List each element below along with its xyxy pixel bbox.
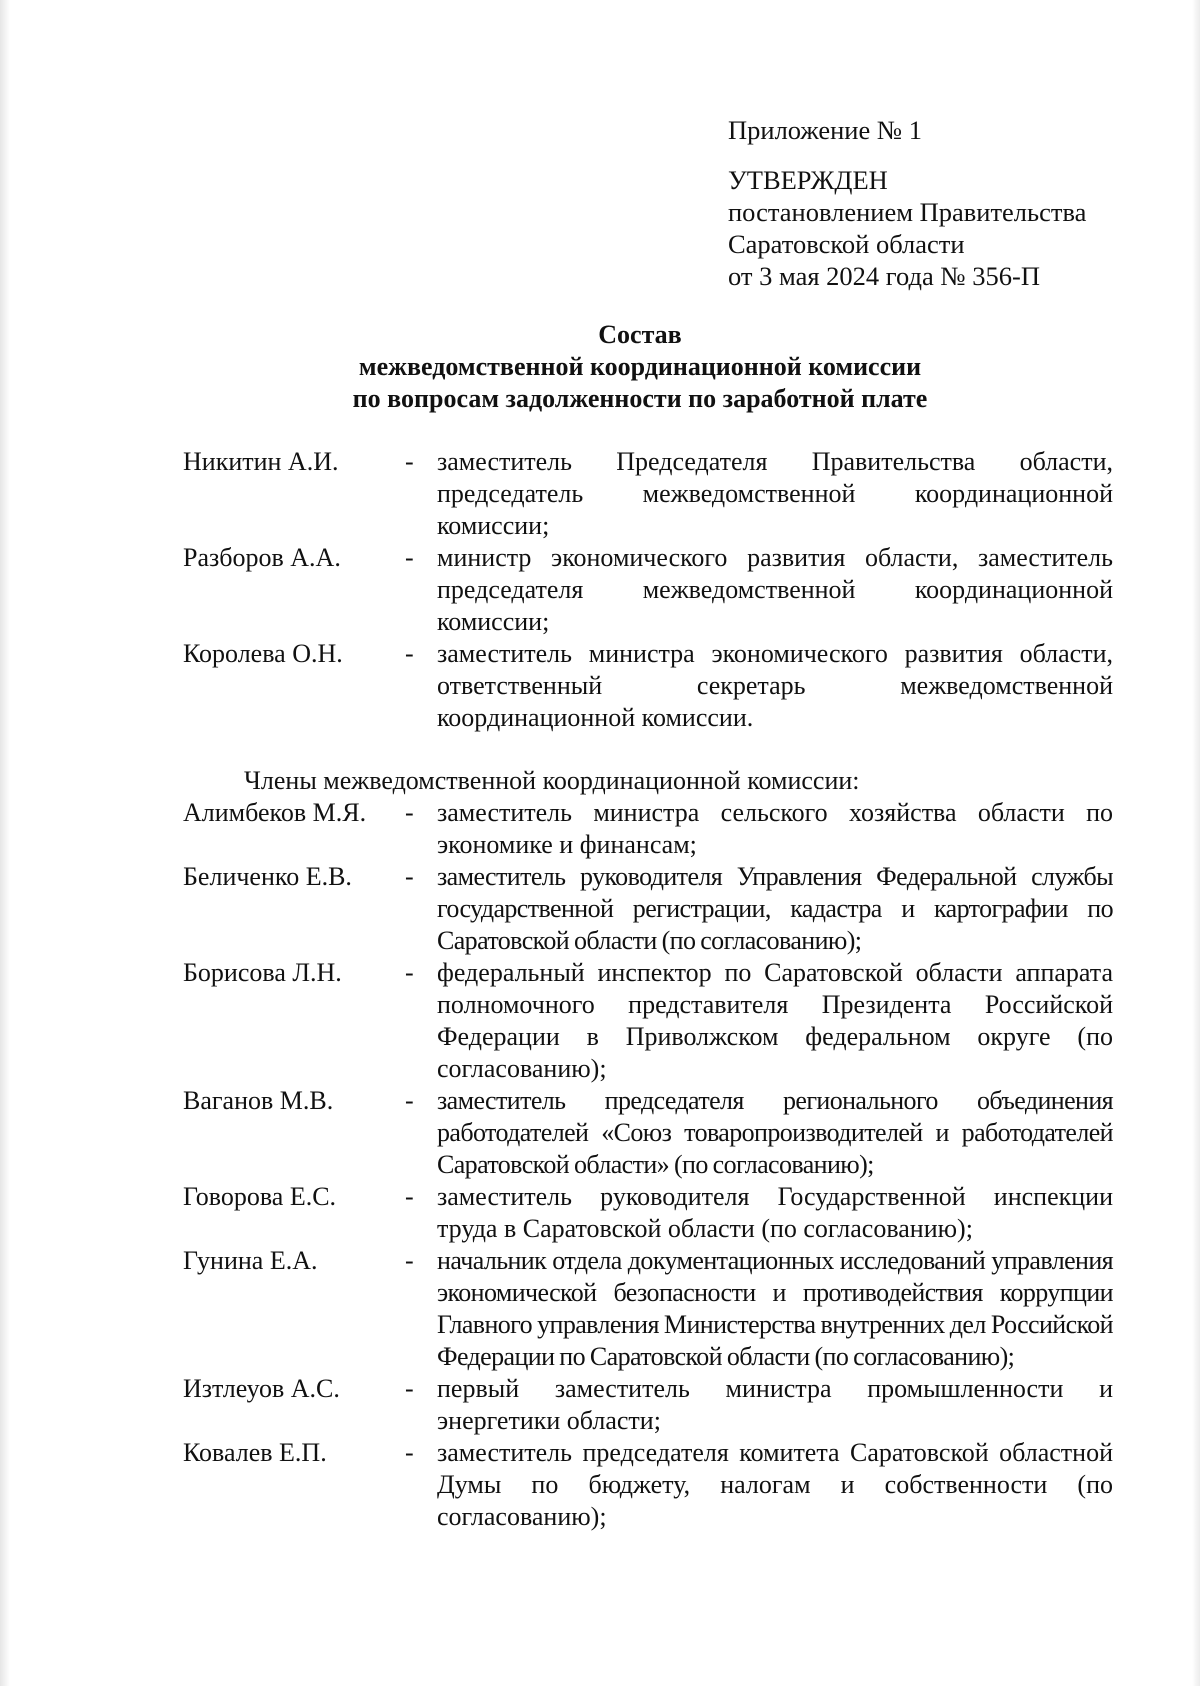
member-name: Гунина Е.А. [183,1246,318,1275]
member-position: министр экономического развития области, заместитель председателя межведомственной координационной комиссии; [437,543,1113,636]
approved-by-line: постановлением Правительства [728,197,1087,227]
members-list [183,797,1113,1533]
list-item [183,861,1113,957]
dash-separator: - [405,1374,414,1403]
list-item [183,797,1113,861]
member-name: Королева О.Н. [183,639,343,668]
member-name: Беличенко Е.В. [183,862,352,891]
region-line: Саратовской области [728,229,965,259]
member-position: заместитель Председателя Правительства области, председатель межведомственной координационной комиссии; [437,447,1113,540]
appendix-label: Приложение № 1 [728,115,923,145]
dash-separator: - [405,1246,414,1275]
list-item [183,1181,1113,1245]
dash-separator: - [405,798,414,827]
member-name: Борисова Л.Н. [183,958,342,987]
member-name: Изтлеуов А.С. [183,1374,340,1403]
approved-label: УТВЕРЖДЕН [728,165,888,195]
list-item [183,1437,1113,1533]
list-item [183,1085,1113,1181]
dash-separator: - [405,639,414,668]
title-line-2: межведомственной координационной комиссии [358,352,922,381]
date-number-line: от 3 мая 2024 года № 356-П [728,261,1040,291]
list-item [183,446,1113,542]
dash-separator: - [405,1438,414,1467]
list-item [183,542,1113,638]
list-item [183,1373,1113,1437]
dash-separator: - [405,1086,414,1115]
member-position: заместитель председателя регионального объединения работодателей «Союз товаропроизводителей и работодателей Саратовской области» (по согласованию); [437,1086,1113,1179]
title-line-3: по вопросам задолженности по заработной плате [352,384,928,413]
member-name: Говорова Е.С. [183,1182,337,1211]
list-item [183,1245,1113,1373]
member-position: первый заместитель министра промышленности и энергетики области; [437,1374,1113,1435]
member-name: Ковалев Е.П. [183,1438,327,1467]
member-position: заместитель руководителя Управления Федеральной службы государственной регистрации, кадастра и картографии по Саратовской области (по согласованию); [437,862,1113,955]
member-position: заместитель руководителя Государственной инспекции труда в Саратовской области (по согласованию); [437,1182,1113,1243]
member-name: Ваганов М.В. [183,1086,334,1115]
member-position: заместитель председателя комитета Саратовской областной Думы по бюджету, налогам и собственности (по согласованию); [437,1438,1113,1531]
member-name: Алимбеков М.Я. [183,798,367,827]
dash-separator: - [405,543,414,572]
list-item [183,638,1113,734]
leadership-list [183,446,1113,734]
title-line-1: Состав [598,320,682,349]
list-item [183,957,1113,1085]
approval-stamp-block [728,114,1086,292]
dash-separator: - [405,1182,414,1211]
members-heading: Члены межведомственной координационной комиссии: [244,766,860,795]
member-position: заместитель министра экономического развития области, ответственный секретарь межведомственной координационной комиссии. [437,639,1113,732]
dash-separator: - [405,447,414,476]
member-position: федеральный инспектор по Саратовской области аппарата полномочного представителя Президента Российской Федерации в Приволжском федеральном округе (по согласованию); [437,958,1113,1083]
member-position: заместитель министра сельского хозяйства области по экономике и финансам; [437,798,1113,859]
scan-edge-right [1192,0,1200,1686]
member-name: Разборов А.А. [183,543,341,572]
member-name: Никитин А.И. [183,447,339,476]
dash-separator: - [405,862,414,891]
document-title [160,319,1120,415]
dash-separator: - [405,958,414,987]
member-position: начальник отдела документационных исследований управления экономической безопасности и противодействия коррупции Главного управления Министерства внутренних дел Российской Федерации по Саратовской области (по согласованию); [437,1246,1113,1371]
scan-edge-left [0,0,10,1686]
